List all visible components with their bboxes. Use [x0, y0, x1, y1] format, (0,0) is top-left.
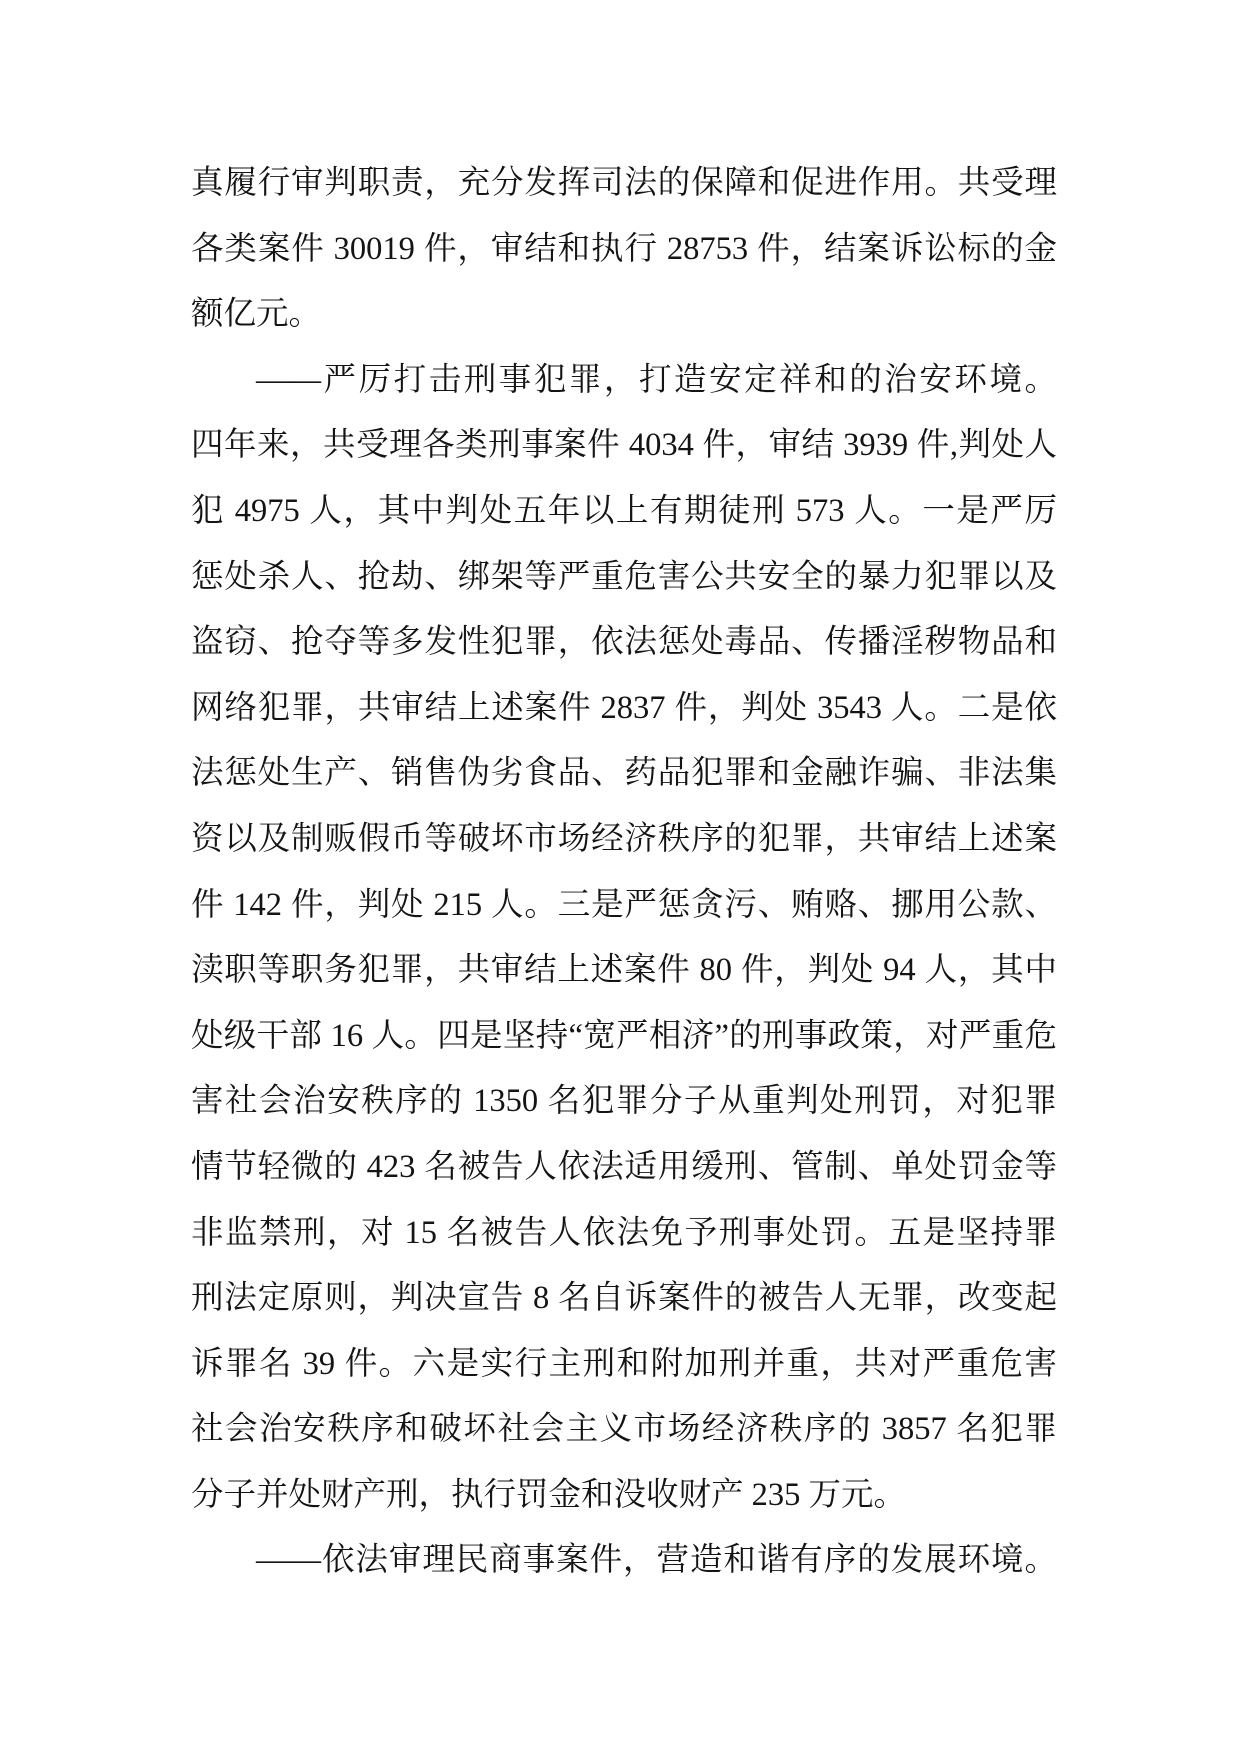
text-line: 非监禁刑，对 15 名被告人依法免予刑事处罚。五是坚持罪	[191, 1214, 1057, 1251]
text-line: 分子并处财产刑，执行罚金和没收财产 235 万元。	[191, 1476, 907, 1513]
paragraph	[191, 348, 1057, 1529]
body-text	[191, 151, 1057, 1594]
text-line: 社会治安秩序和破坏社会主义市场经济秩序的 3857 名犯罪	[191, 1411, 1057, 1448]
text-line: 网络犯罪，共审结上述案件 2837 件，判处 3543 人。二是依	[191, 689, 1057, 726]
paragraph	[191, 1528, 1057, 1594]
text-line: 情节轻微的 423 名被告人依法适用缓刑、管制、单处罚金等	[191, 1148, 1057, 1185]
text-line: 件 142 件，判处 215 人。三是严惩贪污、贿赂、挪用公款、	[191, 886, 1057, 923]
text-line: 法惩处生产、销售伪劣食品、药品犯罪和金融诈骗、非法集	[191, 755, 1057, 792]
text-line: 各类案件 30019 件，审结和执行 28753 件，结案诉讼标的金	[191, 230, 1057, 267]
text-line: 刑法定原则，判决宣告 8 名自诉案件的被告人无罪，改变起	[191, 1280, 1057, 1317]
text-line: 真履行审判职责，充分发挥司法的保障和促进作用。共受理	[191, 165, 1057, 201]
text-line: 盗窃、抢夺等多发性犯罪，依法惩处毒品、传播淫秽物品和	[191, 624, 1057, 661]
text-line: 惩处杀人、抢劫、绑架等严重危害公共安全的暴力犯罪以及	[191, 558, 1057, 595]
text-line: 渎职等职务犯罪，共审结上述案件 80 件，判处 94 人，其中	[191, 952, 1057, 989]
section-heading-line: ——严厉打击刑事犯罪，打造安定祥和的治安环境。	[256, 361, 1057, 398]
text-line: 四年来，共受理各类刑事案件 4034 件，审结 3939 件,判处人	[191, 427, 1057, 464]
text-line: 资以及制贩假币等破坏市场经济秩序的犯罪，共审结上述案	[191, 820, 1057, 857]
text-line: 诉罪名 39 件。六是实行主刑和附加刑并重，共对严重危害	[191, 1345, 1057, 1382]
text-line: 害社会治安秩序的 1350 名犯罪分子从重判处刑罚，对犯罪	[191, 1083, 1057, 1120]
text-line: 犯 4975 人，其中判处五年以上有期徒刑 573 人。一是严厉	[191, 492, 1057, 529]
paragraph	[191, 151, 1057, 348]
text-line: 处级干部 16 人。四是坚持“宽严相济”的刑事政策，对严重危	[191, 1017, 1057, 1054]
section-heading-line: ——依法审理民商事案件，营造和谐有序的发展环境。	[256, 1542, 1057, 1579]
text-line: 额亿元。	[191, 296, 322, 333]
